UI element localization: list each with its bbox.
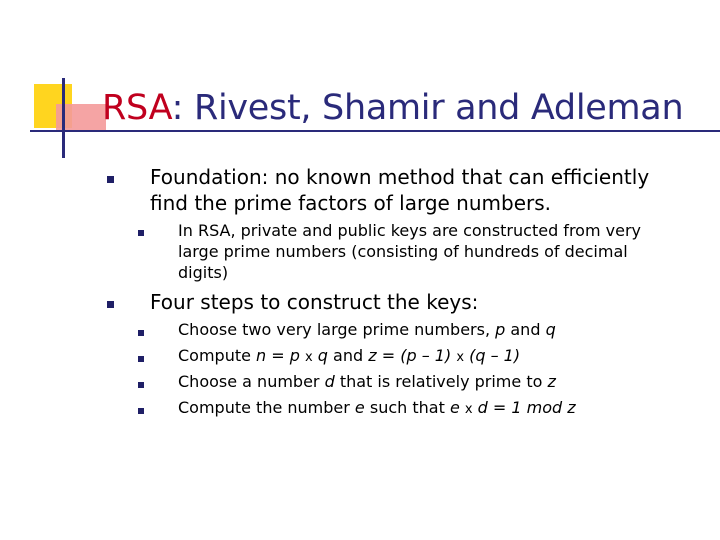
rsa-keys-line-3: digits) bbox=[178, 263, 229, 282]
bullet-square-icon bbox=[138, 356, 144, 362]
foundation-line-2: find the prime factors of large numbers. bbox=[150, 191, 552, 215]
step-2: Compute n = p x q and z = (p – 1) x (q – 1) bbox=[178, 346, 521, 365]
title-underline bbox=[30, 130, 720, 132]
step-4: Compute the number e such that e x d = 1 mod z bbox=[178, 398, 576, 417]
bullet-square-icon bbox=[107, 176, 114, 183]
slide-title bbox=[102, 88, 683, 128]
bullet-square-icon bbox=[138, 382, 144, 388]
steps-heading: Four steps to construct the keys: bbox=[150, 290, 479, 314]
step-1: Choose two very large prime numbers, p and q bbox=[178, 320, 556, 339]
bullet-square-icon bbox=[107, 301, 114, 308]
step-3: Choose a number d that is relatively prime to z bbox=[178, 372, 556, 391]
decor-vertical-line bbox=[62, 78, 65, 158]
title-rest: : Rivest, Shamir and Adleman bbox=[171, 88, 684, 128]
title-accent: RSA bbox=[102, 88, 172, 128]
foundation-line-1: Foundation: no known method that can efficiently bbox=[150, 165, 650, 189]
bullet-square-icon bbox=[138, 230, 144, 236]
rsa-keys-line-1: In RSA, private and public keys are constructed from very bbox=[178, 221, 641, 240]
bullet-square-icon bbox=[138, 408, 144, 414]
rsa-keys-line-2: large prime numbers (consisting of hundreds of decimal bbox=[178, 242, 628, 261]
bullet-square-icon bbox=[138, 330, 144, 336]
